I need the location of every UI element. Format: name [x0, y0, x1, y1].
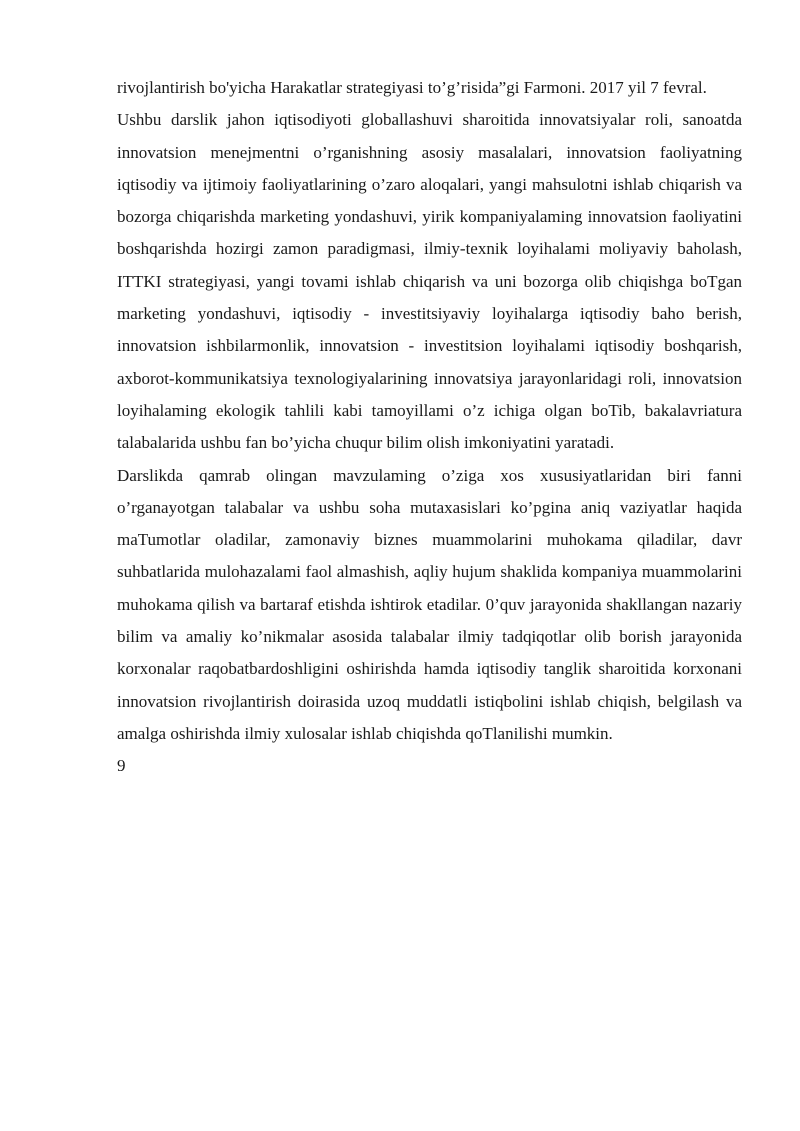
- document-body: [117, 72, 742, 783]
- page-number: 9: [117, 756, 126, 776]
- paragraph-textbook-topics: Darslikda qamrab olingan mavzulaming o’ziga xos xususiyatlaridan biri fanni o’rganayotgan talabalar va ushbu soha mutaxasislari ko’pgina aniq vaziyatlar haqida maTumotlar oladilar, zamonaviy biznes muammolarini muhokama qiladilar, davr suhbatlarida mulohazalami faol almashish, aqliy hujum shaklida kompaniya muammolarini muhokama qilish va bartaraf etishda ishtirok etadilar. 0’quv jarayonida shakllangan nazariy bilim va amaliy ko’nikmalar asosida talabalar ilmiy tadqiqotlar olib borish jarayonida korxonalar raqobatbardoshligini oshirishda hamda iqtisodiy tanglik sharoitida korxonani innovatsion rivojlantirish doirasida uzoq muddatli istiqbolini ishlab chiqish, belgilash va amalga oshirishda ilmiy xulosalar ishlab chiqishda qoTlanilishi mumkin.: [117, 465, 742, 743]
- paragraph-textbook-description: Ushbu darslik jahon iqtisodiyoti globallashuvi sharoitida innovatsiyalar roli, sanoatda innovatsion menejmentni o’rganishning asosiy masalalari, innovatsion faoliyatning iqtisodiy va ijtimoiy faoliyatlarining o’zaro aloqalari, yangi mahsulotni ishlab chiqarish va bozorga chiqarishda marketing yondashuvi, yirik kompaniyalaming innovatsion faoliyatini boshqarishda hozirgi zamon paradigmasi, ilmiy-texnik loyihalami moliyaviy baholash, ITTKI strategiyasi, yangi tovami ishlab chiqarish va uni bozorga olib chiqishga boTgan marketing yondashuvi, iqtisodiy - investitsiyaviy loyihalarga iqtisodiy baho berish, innovatsion ishbilarmonlik, innovatsion - investitsion loyihalami iqtisodiy boshqarish, axborot-kommunikatsiya texnologiyalarining innovatsiya jarayonlaridagi roli, innovatsion loyihalaming ekologik tahlili kabi tamoyillami o’z ichiga olgan boTib, bakalavriatura talabalarida ushbu fan bo’yicha chuqur bilim olish imkoniyatini yaratadi.: [117, 110, 742, 453]
- paragraph-farmon-reference: rivojlantirish bo'yicha Harakatlar strategiyasi to’g’risida”gi Farmoni. 2017 yil 7 fevral.: [117, 78, 707, 97]
